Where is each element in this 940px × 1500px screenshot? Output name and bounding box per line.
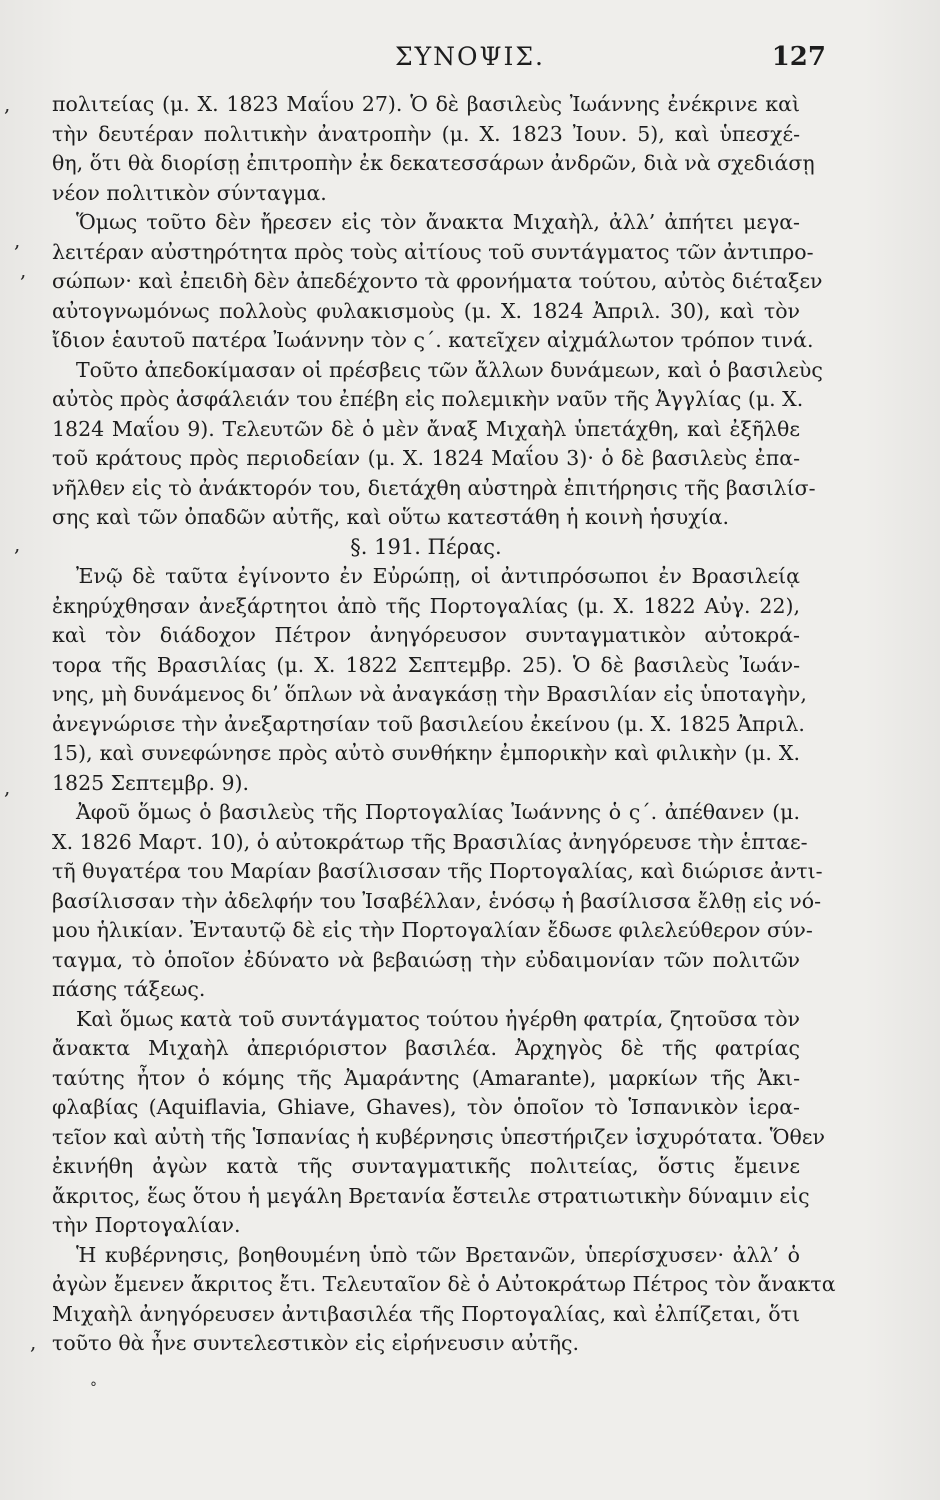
text-line: καὶ τὸν διάδοχον Πέτρον ἀνηγόρευσον συνταγματικὸν αὐτοκρά- bbox=[52, 623, 800, 647]
text-line: Ἀφοῦ ὅμως ὁ βασιλεὺς τῆς Πορτογαλίας Ἰωάννης ὁ ς΄. ἀπέθανεν (μ. bbox=[76, 800, 800, 824]
text-line: τῆ θυγατέρα του Μαρίαν βασίλισσαν τῆς Πορτογαλίας, καὶ διώρισε ἀντι- bbox=[52, 859, 823, 883]
margin-mark: , bbox=[14, 228, 21, 252]
text-line: Μιχαὴλ ἀνηγόρευσεν ἀντιβασιλέα τῆς Πορτογαλίας, καὶ ἐλπίζεται, ὅτι bbox=[52, 1301, 800, 1326]
text-line: ἄνακτα Μιχαὴλ ἀπεριόριστον βασιλέα. Ἀρχηγὸς δὲ τῆς φατρίας bbox=[52, 1036, 800, 1060]
margin-mark: , bbox=[4, 775, 11, 799]
text-line: τὴν Πορτογαλίαν. bbox=[52, 1213, 241, 1237]
text-line: μου ἡλικίαν. Ἐνταυτῷ δὲ εἰς τὴν Πορτογαλίαν ἔδωσε φιλελεύθερον σύν- bbox=[52, 918, 813, 942]
text-line: σώπων· καὶ ἐπειδὴ δὲν ἀπεδέχοντο τὰ φρονήματα τούτου, αὐτὸς διέταξεν bbox=[52, 269, 823, 293]
text-line: λειτέραν αὐστηρότητα πρὸς τοὺς αἰτίους τοῦ συντάγματος τῶν ἀντιπρο- bbox=[52, 239, 814, 264]
margin-mark: ° bbox=[90, 1380, 97, 1396]
text-line: Ὅμως τοῦτο δὲν ἤρεσεν εἰς τὸν ἄνακτα Μιχαὴλ, ἀλλ’ ἀπήτει μεγα- bbox=[76, 210, 800, 234]
text-line: τορα τῆς Βρασιλίας (μ. Χ. 1822 Σεπτεμβρ. 25). Ὁ δὲ βασιλεὺς Ἰωάν- bbox=[52, 652, 800, 677]
text-line: Ἡ κυβέρνησις, βοηθουμένη ὑπὸ τῶν Βρετανῶν, ὑπερίσχυσεν· ἀλλ’ ὁ bbox=[76, 1242, 800, 1267]
text-line: φλαβίας (Aquiflavia, Ghiave, Ghaves), τὸν ὁποῖον τὸ Ἱσπανικὸν ἱερα- bbox=[52, 1095, 800, 1119]
text-line: 1825 Σεπτεμβρ. 9). bbox=[52, 770, 250, 795]
page-number: 127 bbox=[771, 42, 826, 72]
text-line: αὐτογνωμόνως πολλοὺς φυλακισμοὺς (μ. Χ. 1824 Ἀπριλ. 30), καὶ τὸν bbox=[52, 298, 800, 323]
text-line: πάσης τάξεως. bbox=[52, 977, 206, 1001]
text-line: ἴδιον ἑαυτοῦ πατέρα Ἰωάννην τὸν ς΄. κατεῖχεν αἰχμάλωτον τρόπον τινά. bbox=[52, 328, 814, 352]
running-title: ΣΥΝΟΨΙΣ. bbox=[395, 42, 545, 71]
text-line: βασίλισσαν τὴν ἀδελφήν του Ἰσαβέλλαν, ἑνόσῳ ἡ βασίλισσα ἔλθῃ εἰς νό- bbox=[52, 888, 822, 913]
text-line: τεῖον καὶ αὐτὴ τῆς Ἱσπανίας ἡ κυβέρνησις ὑπεστήριζεν ἰσχυρότατα. Ὅθεν bbox=[52, 1124, 825, 1149]
text-line: ἀγὼν ἔμενεν ἄκριτος ἔτι. Τελευταῖον δὲ ὁ Αὐτοκράτωρ Πέτρος τὸν ἄνακτα bbox=[52, 1272, 836, 1296]
text-line: σης καὶ τῶν ὀπαδῶν αὐτῆς, καὶ οὕτω κατεστάθη ἡ κοινὴ ἡσυχία. bbox=[52, 505, 729, 529]
text-line: τοῦτο θὰ ἦνε συντελεστικὸν εἰς εἰρήνευσιν αὐτῆς. bbox=[52, 1331, 580, 1355]
margin-mark: , bbox=[20, 258, 27, 282]
text-line: πολιτείας (μ. Χ. 1823 Μαΐου 27). Ὁ δὲ βασιλεὺς Ἰωάννης ἐνέκρινε καὶ bbox=[52, 92, 800, 116]
text-line: νῆλθεν εἰς τὸ ἀνάκτορόν του, διετάχθη αὐστηρὰ ἐπιτήρησις τῆς βασιλίσ- bbox=[52, 475, 816, 500]
text-line: ἀνεγνώρισε τὴν ἀνεξαρτησίαν τοῦ βασιλείου ἐκείνου (μ. Χ. 1825 Ἀπριλ. bbox=[52, 711, 805, 736]
text-line: §. 191. Πέρας. bbox=[350, 534, 502, 559]
text-line: ἐκηρύχθησαν ἀνεξάρτητοι ἀπὸ τῆς Πορτογαλίας (μ. Χ. 1822 Αὐγ. 22), bbox=[52, 593, 800, 618]
text-line: 15), καὶ συνεφώνησε πρὸς αὐτὸ συνθήκην ἐμπορικὴν καὶ φιλικὴν (μ. Χ. bbox=[52, 741, 800, 765]
text-line: τοῦ κράτους πρὸς περιοδείαν (μ. Χ. 1824 Μαΐου 3)· ὁ δὲ βασιλεὺς ἐπα- bbox=[52, 446, 800, 470]
text-line: ἄκριτος, ἕως ὅτου ἡ μεγάλη Βρετανία ἔστειλε στρατιωτικὴν δύναμιν εἰς bbox=[52, 1183, 810, 1208]
text-line: νέον πολιτικὸν σύνταγμα. bbox=[52, 180, 327, 205]
text-line: Τοῦτο ἀπεδοκίμασαν οἱ πρέσβεις τῶν ἄλλων δυνάμεων, καὶ ὁ βασιλεὺς bbox=[76, 357, 823, 382]
page-header bbox=[0, 42, 940, 82]
margin-mark: , bbox=[4, 92, 11, 116]
text-line: ταγμα, τὸ ὁποῖον ἐδύνατο νὰ βεβαιώσῃ τὴν εὐδαιμονίαν τῶν πολιτῶν bbox=[52, 947, 800, 972]
text-line: θη, ὅτι θὰ διορίσῃ ἐπιτροπὴν ἐκ δεκατεσσάρων ἀνδρῶν, διὰ νὰ σχεδιάσῃ bbox=[52, 151, 815, 175]
text-line: ἐκινήθη ἀγὼν κατὰ τῆς συνταγματικῆς πολιτείας, ὅστις ἔμεινε bbox=[52, 1154, 800, 1178]
text-line: τὴν δευτέραν πολιτικὴν ἀνατροπὴν (μ. Χ. 1823 Ἰουν. 5), καὶ ὑπεσχέ- bbox=[52, 121, 800, 146]
body-text bbox=[52, 90, 836, 1359]
text-line: Καὶ ὅμως κατὰ τοῦ συντάγματος τούτου ἠγέρθη φατρία, ζητοῦσα τὸν bbox=[76, 1006, 801, 1031]
text-line: Χ. 1826 Μαρτ. 10), ὁ αὐτοκράτωρ τῆς Βρασιλίας ἀνηγόρευσε τὴν ἑπταε- bbox=[52, 829, 808, 854]
text-line: 1824 Μαΐου 9). Τελευτῶν δὲ ὁ μὲν ἄναξ Μιχαὴλ ὑπετάχθη, καὶ ἐξῆλθε bbox=[52, 416, 800, 441]
text-line: αὐτὸς πρὸς ἀσφάλειάν του ἐπέβη εἰς πολεμικὴν ναῦν τῆς Ἀγγλίας (μ. Χ. bbox=[52, 387, 804, 411]
margin-mark: , bbox=[14, 532, 21, 556]
text-line: Ἐνῷ δὲ ταῦτα ἐγίνοντο ἐν Εὐρώπῃ, οἱ ἀντιπρόσωποι ἐν Βρασιλείᾳ bbox=[76, 564, 800, 588]
text-line: ταύτης ἦτον ὁ κόμης τῆς Ἀμαράντης (Amarante), μαρκίων τῆς Ἀκι- bbox=[52, 1065, 800, 1090]
margin-mark: , bbox=[30, 1330, 37, 1354]
text-line: νης, μὴ δυνάμενος διʼ ὅπλων νὰ ἀναγκάσῃ τὴν Βρασιλίαν εἰς ὑποταγὴν, bbox=[52, 682, 807, 706]
